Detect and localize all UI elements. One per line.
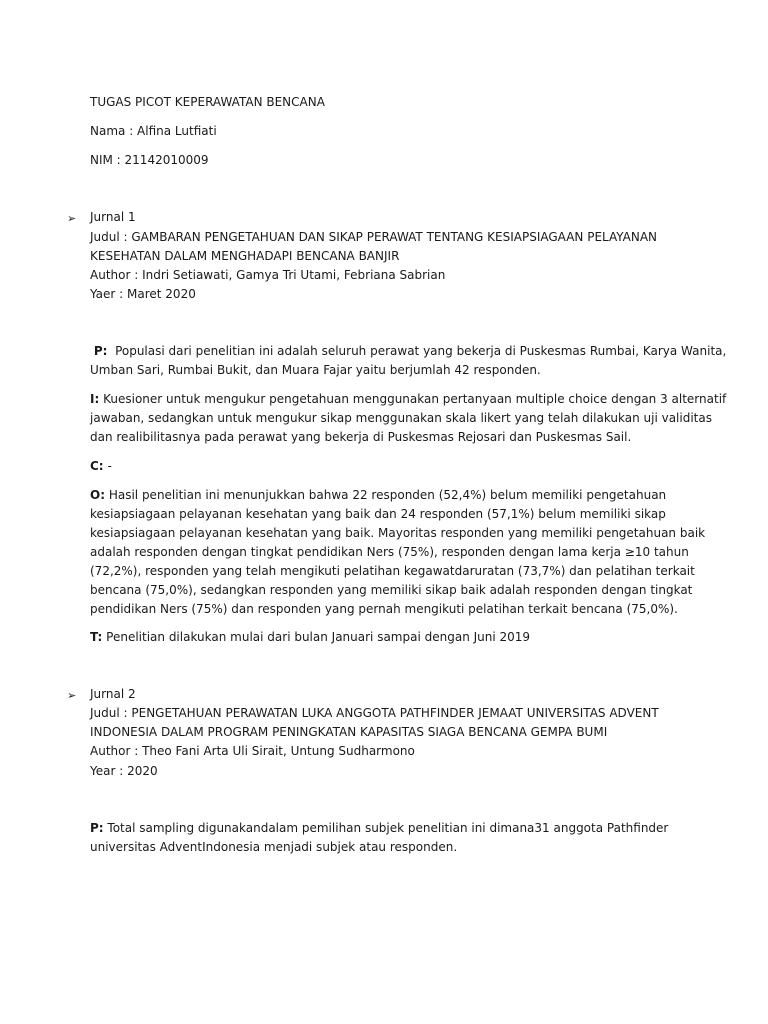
jurnal1-c-section bbox=[90, 457, 690, 476]
jurnal1-o-line: (72,2%), responden yang telah mengikuti pelatihan kegawatdaruratan (73,7%) dan pelatihan terkait bbox=[90, 564, 695, 578]
jurnal1-o-line: kesiapsiagaan pelayanan kesehatan yang baik dan 24 responden (57,1%) belum memiliki sikap bbox=[90, 507, 666, 521]
document-title: TUGAS PICOT KEPERAWATAN BENCANA bbox=[90, 95, 325, 109]
student-nim: NIM : 21142010009 bbox=[90, 153, 209, 167]
picot-label-i: I: bbox=[90, 392, 100, 406]
jurnal2-p-text: Total sampling digunakandalam pemilihan subjek penelitian ini dimana31 anggota Pathfinder bbox=[107, 821, 669, 835]
picot-label-t: T: bbox=[90, 630, 103, 644]
picot-label-p: P: bbox=[93, 344, 108, 358]
jurnal1-year: Yaer : Maret 2020 bbox=[90, 287, 196, 301]
picot-label-o: O: bbox=[90, 488, 105, 502]
jurnal2-author: Author : Theo Fani Arta Uli Sirait, Untung Sudharmono bbox=[90, 744, 415, 758]
jurnal1-o-line: pendidikan Ners (75%) dan responden yang pernah mengikuti pelatihan terkait bencana (75,0%). bbox=[90, 602, 678, 616]
jurnal1-i-line: jawaban, sedangkan untuk mengukur sikap menggunakan skala likert yang telah dilakukan uji validitas bbox=[90, 411, 712, 425]
jurnal1-o-section bbox=[90, 486, 706, 619]
jurnal2-judul-line: INDONESIA DALAM PROGRAM PENINGKATAN KAPASITAS SIAGA BENCANA GEMPA BUMI bbox=[90, 725, 608, 739]
jurnal1-i-line bbox=[90, 390, 727, 409]
jurnal1-heading: Jurnal 1 bbox=[90, 210, 136, 224]
jurnal1-p-line: Umban Sari, Rumbai Bukit, dan Muara Fajar yaitu berjumlah 42 responden. bbox=[90, 363, 541, 377]
jurnal1-p-section bbox=[90, 342, 727, 380]
jurnal1-p-text: Populasi dari penelitian ini adalah seluruh perawat yang bekerja di Puskesmas Rumbai, Karya Wanita, bbox=[115, 344, 727, 358]
jurnal1-o-line: bencana (75,0%), sedangkan responden yang memiliki sikap baik adalah responden dengan tingkat bbox=[90, 583, 693, 597]
jurnal1-i-line: dan realibilitasnya pada perawat yang bekerja di Puskesmas Rejosari dan Puskesmas Sail. bbox=[90, 430, 632, 444]
jurnal1-o-line: adalah responden dengan tingkat pendidikan Ners (75%), responden dengan lama kerja ≥10 tahun bbox=[90, 545, 689, 559]
picot-label-c: C: bbox=[90, 459, 104, 473]
jurnal1-t-text: Penelitian dilakukan mulai dari bulan Januari sampai dengan Juni 2019 bbox=[106, 630, 531, 644]
jurnal2-year: Year : 2020 bbox=[90, 764, 158, 778]
student-name: Nama : Alfina Lutfiati bbox=[90, 124, 217, 138]
jurnal2-p-line: universitas AdventIndonesia menjadi subjek atau responden. bbox=[90, 840, 458, 854]
jurnal1-judul-line: Judul : GAMBARAN PENGETAHUAN DAN SIKAP PERAWAT TENTANG KESIAPSIAGAAN PELAYANAN bbox=[90, 230, 658, 244]
jurnal2-p-section bbox=[90, 819, 690, 857]
jurnal1-author: Author : Indri Setiawati, Gamya Tri Utami, Febriana Sabrian bbox=[90, 268, 446, 282]
jurnal1-t-line bbox=[90, 628, 690, 647]
jurnal2-p-line bbox=[90, 819, 690, 838]
jurnal1-i-text: Kuesioner untuk mengukur pengetahuan menggunakan pertanyaan multiple choice dengan 3 alternatif bbox=[103, 392, 727, 406]
jurnal2-heading: Jurnal 2 bbox=[90, 687, 136, 701]
jurnal1-o-line: kesiapsiagaan pelayanan kesehatan yang baik. Mayoritas responden yang memiliki pengetahuan baik bbox=[90, 526, 706, 540]
jurnal1-o-text: Hasil penelitian ini menunjukkan bahwa 22 responden (52,4%) belum memiliki pengetahuan bbox=[108, 488, 667, 502]
jurnal1-c-text: - bbox=[107, 459, 112, 473]
jurnal1-p-line bbox=[90, 342, 727, 361]
picot-label-p: P: bbox=[90, 821, 104, 835]
jurnal1-judul-line: KESEHATAN DALAM MENGHADAPI BENCANA BANJIR bbox=[90, 249, 400, 263]
arrow-bullet-icon: ➢ bbox=[67, 212, 77, 225]
jurnal1-i-section bbox=[90, 390, 727, 447]
jurnal1-o-line bbox=[90, 486, 690, 505]
arrow-bullet-icon: ➢ bbox=[67, 689, 77, 702]
jurnal2-judul-line: Judul : PENGETAHUAN PERAWATAN LUKA ANGGOTA PATHFINDER JEMAAT UNIVERSITAS ADVENT bbox=[90, 706, 659, 720]
jurnal1-t-section bbox=[90, 628, 690, 647]
jurnal1-c-line bbox=[90, 457, 690, 476]
